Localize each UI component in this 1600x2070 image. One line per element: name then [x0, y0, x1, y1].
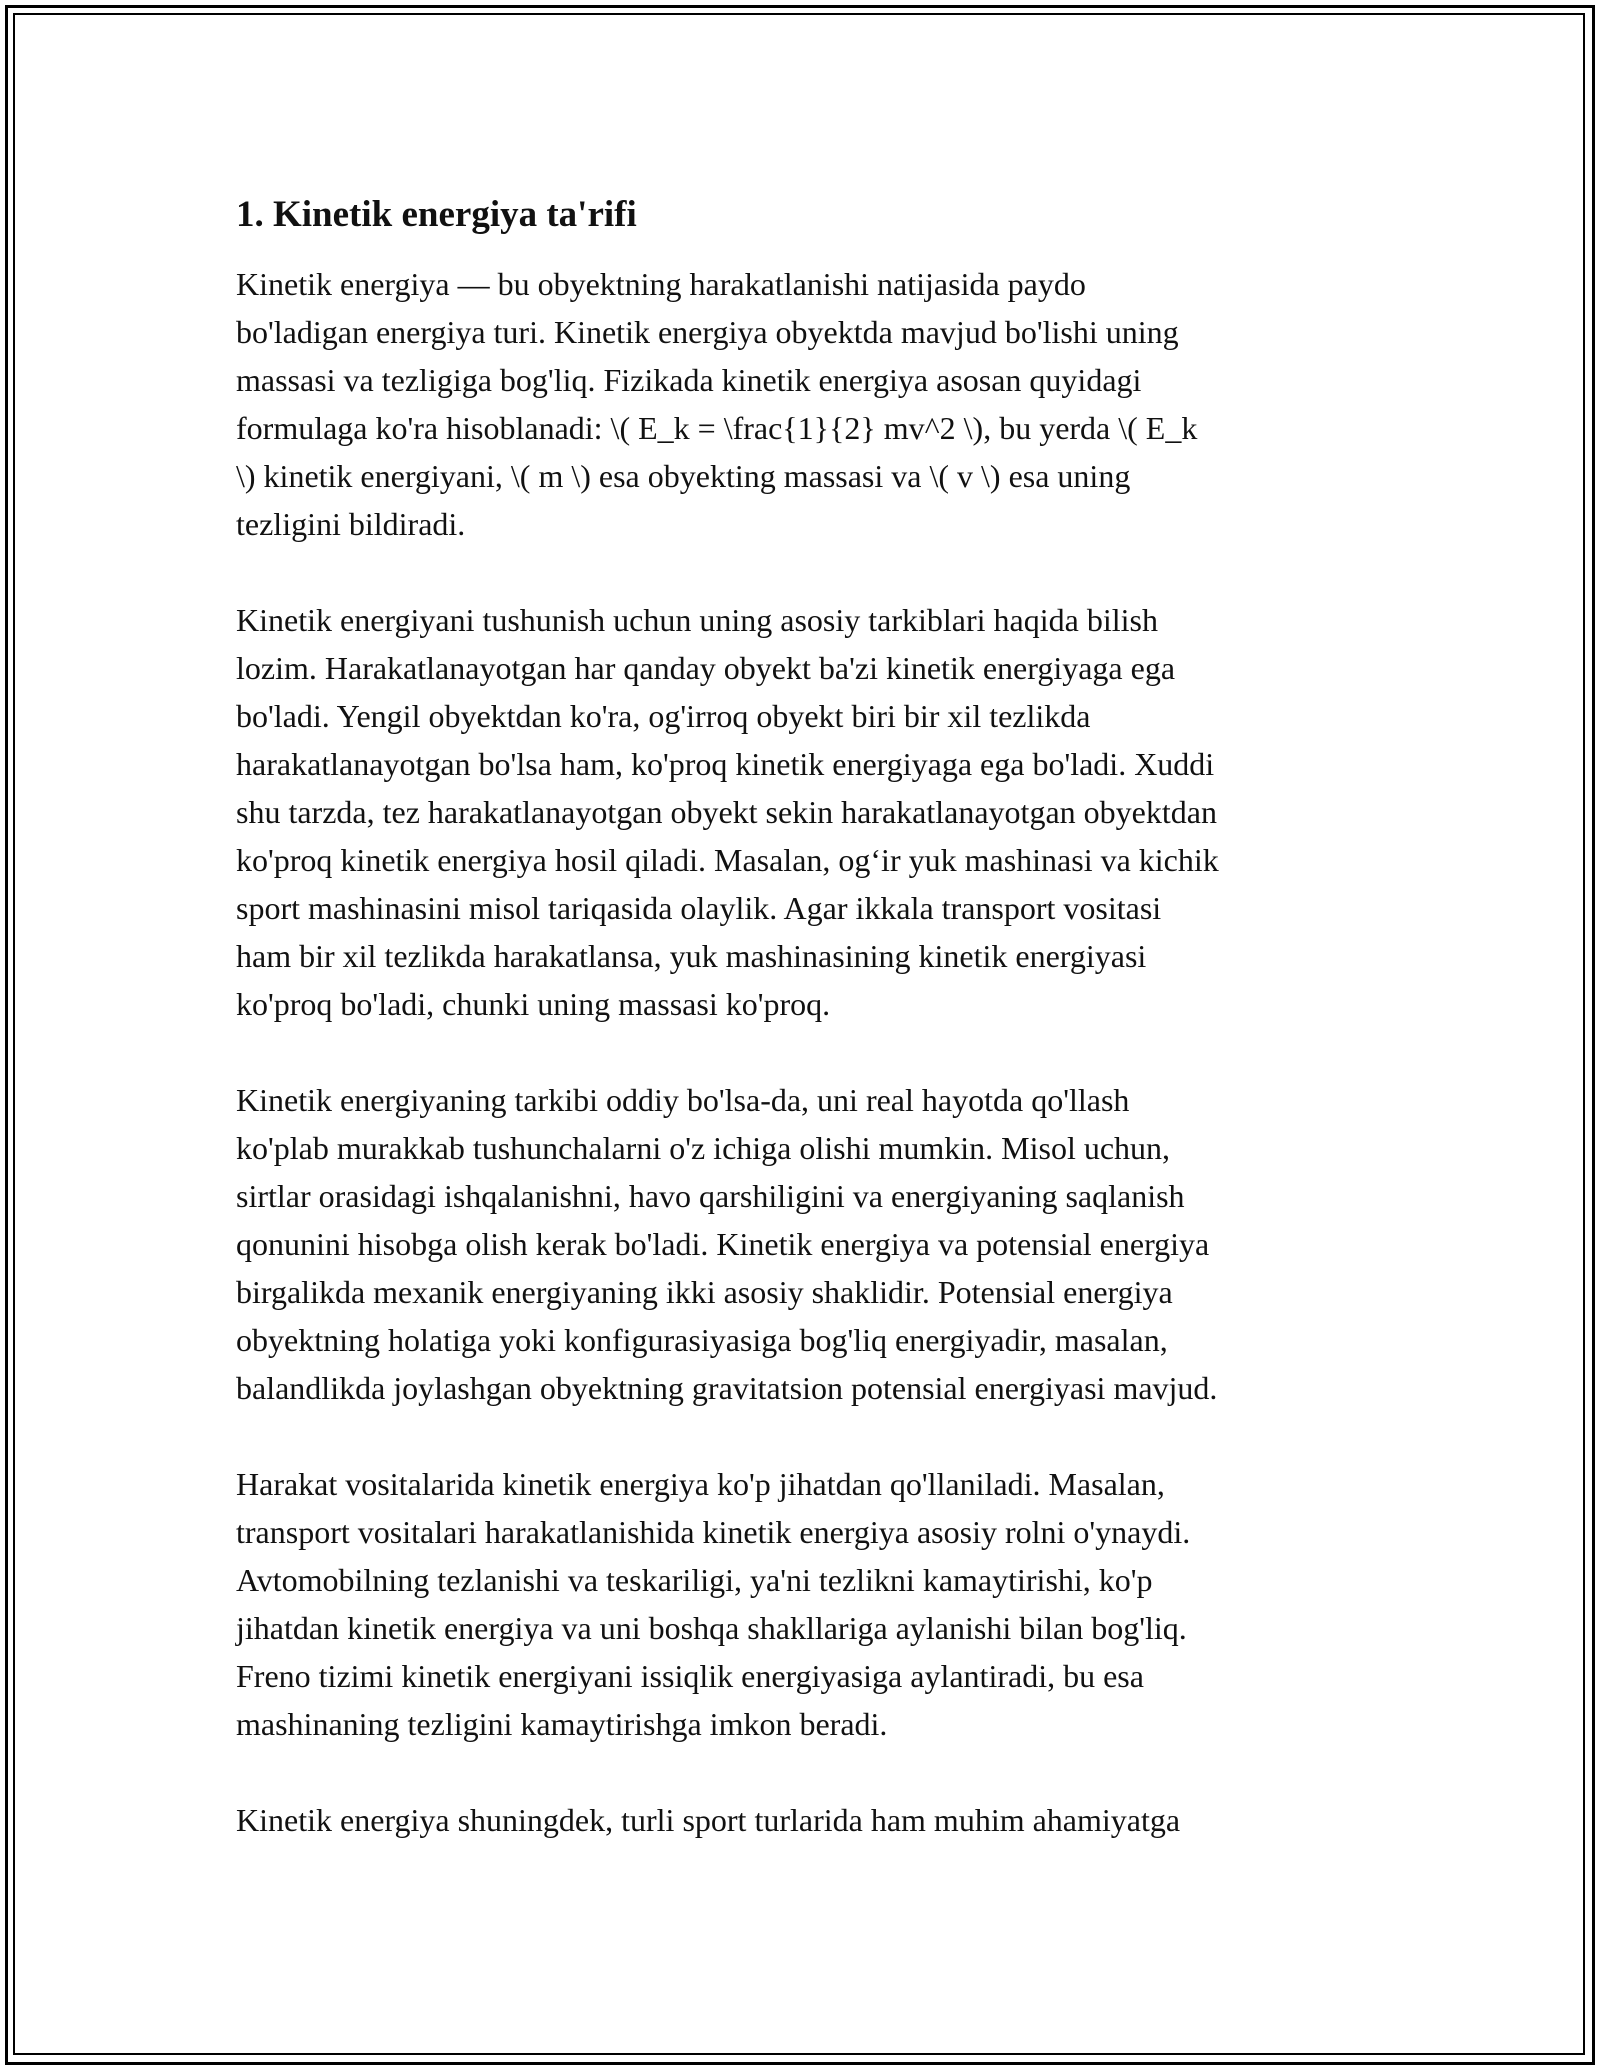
paragraph-vehicles: Harakat vositalarida kinetik energiya ko'p jihatdan qo'llaniladi. Masalan, transport vositalari harakatlanishida kinetik energiya asosiy rolni o'ynaydi. Avtomobilning tezlanishi va teskariligi, ya'ni tezlikni kamaytirishi, ko'p jihatdan kinetik energiya va uni boshqa shakllariga aylanishi bilan bog'liq. Freno tizimi kinetik energiyani issiqlik energiyasiga aylantiradi, bu esa mashinaning tezligini kamaytirishga imkon beradi. — [236, 1466, 1191, 1742]
paragraph-mechanical-energy: Kinetik energiyaning tarkibi oddiy bo'lsa-da, uni real hayotda qo'llash ko'plab murakkab tushunchalarni o'z ichiga olishi mumkin. Misol uchun, sirtlar orasidagi ishqalanishni, havo qarshiligini va energiyaning saqlanish qonunini hisobga olish kerak bo'ladi. Kinetik energiya va potensial energiya birgalikda mexanik energiyaning ikki asosiy shaklidir. Potensial energiya obyektning holatiga yoki konfigurasiyasiga bog'liq energiyadir, masalan, balandlikda joylashgan obyektning gravitatsion potensial energiyasi mavjud. — [236, 1082, 1218, 1406]
paragraph-mass-speed: Kinetik energiyani tushunish uchun uning asosiy tarkiblari haqida bilish lozim. Harakatlanayotgan har qanday obyekt ba'zi kinetik energiyaga ega bo'ladi. Yengil obyektdan ko'ra, og'irroq obyekt biri bir xil tezlikda harakatlanayotgan bo'lsa ham, ko'proq kinetik energiyaga ega bo'ladi. Xuddi shu tarzda, tez harakatlanayotgan obyekt sekin harakatlanayotgan obyektdan ko'proq kinetik energiya hosil qiladi. Masalan, og‘ir yuk mashinasi va kichik sport mashinasini misol tariqasida olaylik. Agar ikkala transport vositasi ham bir xil tezlikda harakatlansa, yuk mashinasining kinetik energiyasi ko'proq bo'ladi, chunki uning massasi ko'proq. — [236, 602, 1219, 1022]
paragraph-definition: Kinetik energiya — bu obyektning harakatlanishi natijasida paydo bo'ladigan energiya turi. Kinetik energiya obyektda mavjud bo'lishi uning massasi va tezligiga bog'liq. Fizikada kinetik energiya asosan quyidagi formulaga ko'ra hisoblanadi: \( E_k = \frac{1}{2} mv^2 \), bu yerda \( E_k \) kinetik energiyani, \( m \) esa obyekting massasi va \( v \) esa uning tezligini bildiradi. — [236, 266, 1198, 542]
document-body — [236, 186, 1386, 1892]
section-heading: 1. Kinetik energiya ta'rifi — [236, 194, 637, 235]
paragraph-sports: Kinetik energiya shuningdek, turli sport turlarida ham muhim ahamiyatga — [236, 1802, 1181, 1838]
